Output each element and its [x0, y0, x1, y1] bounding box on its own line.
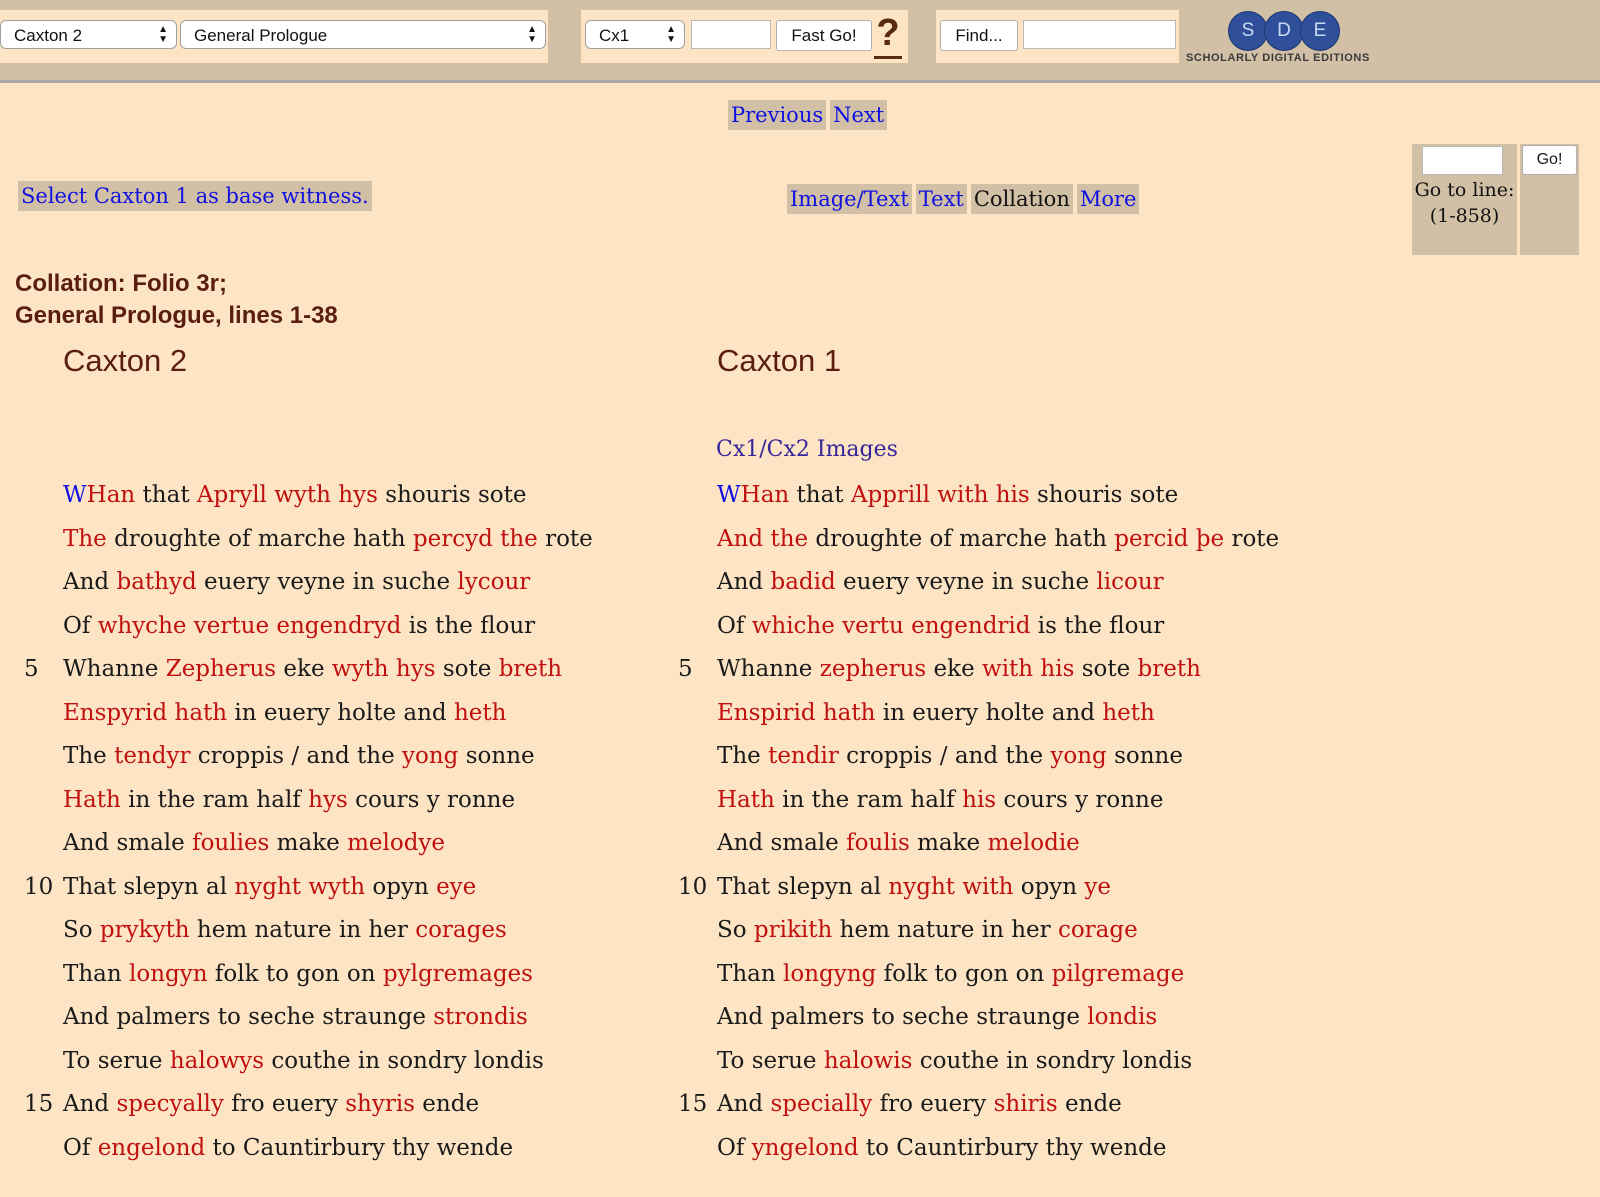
variant-reading: zepherus: [819, 656, 927, 682]
base-text: And palmers to seche straunge: [63, 1004, 434, 1030]
base-text: in euery holte and: [875, 699, 1103, 726]
base-text: shouris sote: [1029, 482, 1179, 508]
variant-reading: corage: [1057, 917, 1138, 943]
variant-reading: Apryll wyth hys: [196, 482, 378, 508]
base-text: cours y ronne: [347, 786, 516, 813]
variant-reading: tendyr: [114, 743, 191, 769]
select-arrows-icon: ▲ ▼: [158, 23, 168, 45]
logo-letter: S: [1228, 11, 1268, 51]
verse-line: [0, 1040, 640, 1084]
verse-line: [654, 953, 1294, 997]
variant-reading: hys: [308, 786, 348, 813]
verse-line: [654, 996, 1294, 1040]
find-button[interactable]: Find...: [940, 20, 1018, 51]
variant-reading: halowis: [823, 1047, 913, 1074]
left-witness-title: Caxton 2: [63, 343, 188, 378]
base-text: And smale: [717, 830, 847, 856]
verse-line: [0, 1127, 640, 1171]
variant-reading: prykyth: [99, 917, 190, 943]
page-navigation: [728, 100, 887, 130]
variant-reading: eye: [436, 873, 477, 900]
variant-reading: And the: [717, 525, 809, 552]
variant-reading: strondis: [433, 1004, 528, 1030]
variant-reading: nyght with: [888, 873, 1014, 900]
base-text: is the flour: [401, 612, 536, 639]
base-text: cours y ronne: [996, 786, 1164, 813]
variant-reading: breth: [498, 656, 563, 682]
base-text: croppis / and the: [190, 743, 403, 769]
witness-select[interactable]: [0, 20, 177, 49]
base-text: rote: [1224, 525, 1280, 552]
variant-reading: whyche vertue engendryd: [97, 612, 402, 639]
line-text: [63, 866, 476, 910]
sde-logo-icon: [1228, 11, 1336, 51]
verse-line: [654, 1040, 1294, 1084]
base-text: rote: [537, 525, 593, 552]
sde-logo[interactable]: [1186, 8, 1391, 68]
verse-line: [0, 779, 640, 823]
verse-line: [0, 518, 640, 562]
verse-line: [0, 474, 640, 518]
base-text: opyn: [1013, 873, 1085, 900]
variant-reading: wyth hys: [331, 656, 436, 682]
goto-line-panel: [1412, 144, 1517, 255]
base-text: Of: [717, 1134, 752, 1161]
find-input[interactable]: [1023, 20, 1176, 49]
variant-reading: yong: [402, 743, 459, 769]
find-group: [936, 10, 1179, 63]
previous-link[interactable]: Previous: [728, 100, 826, 130]
verse-line: [654, 1083, 1294, 1127]
base-text: euery veyne in suche: [196, 569, 458, 595]
verse-line: [0, 561, 640, 605]
base-text: The: [717, 743, 769, 769]
fast-go-input[interactable]: [691, 20, 771, 49]
variant-reading: heth: [1102, 699, 1155, 726]
base-text: droughte of marche hath: [106, 525, 413, 552]
variant-reading: badid: [770, 569, 836, 595]
variant-reading: foulies: [192, 830, 270, 856]
goto-line-label: Go to line:: [1414, 179, 1515, 201]
goto-line-input[interactable]: [1422, 146, 1503, 175]
initial-letter: W: [63, 482, 87, 508]
sigil-select-value: Cx1: [599, 26, 630, 45]
verse-line: [654, 474, 1294, 518]
line-text: [717, 561, 1164, 605]
verse-line: [654, 692, 1294, 736]
section-select[interactable]: [180, 20, 546, 49]
base-text: in euery holte and: [227, 699, 454, 726]
verse-line: [654, 735, 1294, 779]
variant-reading: pylgremages: [382, 960, 533, 987]
base-text: To serue: [717, 1047, 824, 1074]
select-arrows-icon: ▲ ▼: [666, 23, 676, 45]
variant-reading: shiris: [993, 1091, 1058, 1117]
line-text: [717, 953, 1184, 997]
base-text: hem nature in her: [832, 917, 1058, 943]
base-text: to Cauntirbury thy wende: [858, 1134, 1167, 1161]
base-text: That slepyn al: [63, 873, 235, 900]
verse-line: [654, 561, 1294, 605]
base-text: make: [909, 830, 988, 856]
line-text: [717, 909, 1138, 953]
line-text: [63, 779, 515, 823]
tab-collation: Collation: [971, 184, 1073, 214]
base-text: Whanne: [63, 656, 166, 682]
variant-reading: bathyd: [116, 569, 197, 595]
base-text: sonne: [1106, 743, 1183, 769]
base-text: ende: [1057, 1091, 1122, 1117]
base-text: folk to gon on: [876, 960, 1052, 987]
line-text: [63, 735, 535, 779]
verse-line: [654, 822, 1294, 866]
verse-line: [0, 735, 640, 779]
line-text: [717, 474, 1178, 518]
variant-reading: breth: [1137, 656, 1201, 682]
images-link[interactable]: Cx1/Cx2 Images: [716, 437, 898, 462]
line-text: [717, 518, 1279, 562]
verse-line: [0, 1083, 640, 1127]
base-text: hem nature in her: [189, 917, 416, 943]
base-text: euery veyne in suche: [835, 569, 1097, 595]
verse-line: [0, 996, 640, 1040]
base-text: Of: [63, 1134, 98, 1161]
variant-reading: The: [63, 525, 107, 552]
base-text: droughte of marche hath: [808, 525, 1115, 552]
variant-reading: melodye: [347, 830, 446, 856]
base-text: So: [717, 917, 754, 943]
verse-line: [654, 779, 1294, 823]
base-text: couthe in sondry londis: [264, 1047, 544, 1074]
base-text: that: [135, 482, 197, 508]
variant-reading: prikith: [753, 917, 833, 943]
variant-reading: engelond: [97, 1134, 206, 1161]
base-text: And palmers to seche straunge: [717, 1004, 1088, 1030]
verse-line: [0, 648, 640, 692]
line-text: [717, 605, 1164, 649]
verse-line: [0, 866, 640, 910]
goto-button-panel: [1520, 144, 1579, 255]
line-text: [717, 1127, 1166, 1171]
goto-line-range: (1-858): [1429, 205, 1500, 227]
base-text: croppis / and the: [838, 743, 1051, 769]
base-text: And: [63, 569, 117, 595]
verse-line: [654, 605, 1294, 649]
variant-reading: whiche vertu engendrid: [751, 612, 1031, 639]
line-text: [63, 692, 506, 736]
navigation-group: [0, 10, 548, 63]
collation-lines-heading: General Prologue, lines 1-38: [15, 302, 338, 329]
variant-reading: nyght wyth: [234, 873, 366, 900]
verse-line: [0, 822, 640, 866]
variant-reading: longyn: [129, 960, 208, 987]
tab-more[interactable]: More: [1077, 184, 1140, 214]
verse-line: [0, 605, 640, 649]
base-text: Of: [717, 612, 752, 639]
line-text: [63, 909, 507, 953]
base-text: opyn: [365, 873, 437, 900]
logo-letter: D: [1264, 11, 1304, 51]
base-text: make: [269, 830, 348, 856]
tab-text[interactable]: Text: [916, 184, 967, 214]
variant-reading: corages: [415, 917, 507, 943]
base-text: eke: [926, 656, 983, 682]
base-text: that: [789, 482, 851, 508]
base-text: is the flour: [1030, 612, 1165, 639]
line-text: [717, 1040, 1192, 1084]
base-text: And: [717, 569, 771, 595]
toolbar: [0, 0, 1600, 83]
variant-reading: ye: [1084, 873, 1112, 900]
line-text: [63, 996, 528, 1040]
verse-line: [0, 909, 640, 953]
verse-line: [654, 866, 1294, 910]
witness-select-value: Caxton 2: [14, 26, 83, 45]
base-text: ende: [414, 1091, 480, 1117]
base-text: eke: [276, 656, 332, 682]
line-number: 15: [24, 1091, 54, 1117]
fast-go-group: [581, 10, 908, 63]
next-link[interactable]: Next: [830, 100, 887, 130]
line-text: [717, 735, 1183, 779]
line-text: [717, 866, 1111, 910]
base-text: Than: [63, 960, 129, 987]
goto-go-button[interactable]: Go!: [1522, 145, 1577, 175]
base-text: sonne: [458, 743, 535, 769]
line-number: 5: [678, 656, 693, 682]
right-witness-text: [654, 474, 1294, 1170]
line-text: [717, 692, 1155, 736]
verse-line: [0, 692, 640, 736]
variant-reading: his: [962, 786, 997, 813]
line-number: 5: [24, 656, 39, 682]
initial-letter: W: [717, 482, 741, 508]
line-text: [63, 648, 562, 692]
help-icon[interactable]: ?: [874, 14, 902, 59]
base-text: couthe in sondry londis: [912, 1047, 1193, 1074]
base-text: The: [63, 743, 115, 769]
variant-reading: percid þe: [1114, 525, 1225, 552]
right-witness-title: Caxton 1: [717, 343, 842, 378]
line-text: [717, 996, 1157, 1040]
view-tabs: [787, 184, 1139, 214]
line-text: [717, 779, 1163, 823]
variant-reading: halowys: [169, 1047, 265, 1074]
variant-reading: lycour: [457, 569, 531, 595]
variant-reading: Enspyrid hath: [63, 699, 228, 726]
line-text: [63, 1083, 479, 1127]
base-text: And: [717, 1091, 771, 1117]
line-text: [63, 474, 526, 518]
variant-reading: percyd the: [412, 525, 538, 552]
line-text: [63, 561, 530, 605]
variant-reading: Han: [86, 482, 136, 508]
base-text: fro euery: [223, 1091, 346, 1117]
base-text: folk to gon on: [207, 960, 383, 987]
line-text: [717, 648, 1201, 692]
variant-reading: heth: [453, 699, 507, 726]
select-base-witness-link[interactable]: Select Caxton 1 as base witness.: [18, 181, 372, 211]
line-text: [717, 1083, 1122, 1127]
base-text: Of: [63, 612, 98, 639]
variant-reading: Hath: [717, 786, 775, 813]
tab-image-text[interactable]: Image/Text: [787, 184, 912, 214]
base-text: Than: [717, 960, 783, 987]
verse-line: [654, 909, 1294, 953]
base-text: To serue: [63, 1047, 170, 1074]
fast-go-button[interactable]: Fast Go!: [776, 20, 872, 51]
base-text: in the ram half: [774, 786, 963, 813]
base-text: And smale: [63, 830, 193, 856]
variant-reading: with his: [982, 656, 1075, 682]
variant-reading: londis: [1087, 1004, 1158, 1030]
variant-reading: yngelond: [751, 1134, 859, 1161]
line-number: 15: [678, 1091, 708, 1117]
line-text: [63, 1127, 513, 1171]
base-text: to Cauntirbury thy wende: [205, 1134, 514, 1161]
variant-reading: foulis: [846, 830, 910, 856]
left-witness-text: [0, 474, 640, 1170]
variant-reading: longyng: [783, 960, 877, 987]
variant-reading: tendir: [768, 743, 839, 769]
section-select-value: General Prologue: [194, 26, 328, 45]
line-text: [63, 1040, 544, 1084]
variant-reading: licour: [1096, 569, 1164, 595]
line-text: [63, 822, 445, 866]
variant-reading: specyally: [116, 1091, 224, 1117]
line-text: [717, 822, 1080, 866]
line-text: [63, 518, 593, 562]
base-text: shouris sote: [377, 482, 527, 508]
base-text: That slepyn al: [717, 873, 889, 900]
base-text: And: [63, 1091, 117, 1117]
select-arrows-icon: ▲ ▼: [527, 23, 537, 45]
variant-reading: Han: [740, 482, 790, 508]
verse-line: [654, 648, 1294, 692]
variant-reading: Hath: [63, 786, 121, 813]
variant-reading: Zepherus: [165, 656, 277, 682]
collation-folio-heading: Collation: Folio 3r;: [15, 270, 227, 297]
logo-letter: E: [1300, 11, 1340, 51]
base-text: in the ram half: [120, 786, 309, 813]
base-text: So: [63, 917, 100, 943]
page-title: [15, 268, 615, 332]
variant-reading: pilgremage: [1051, 960, 1185, 987]
sigil-select[interactable]: [585, 20, 685, 49]
variant-reading: Apprill with his: [850, 482, 1030, 508]
variant-reading: Enspirid hath: [717, 699, 876, 726]
logo-text: SCHOLARLY DIGITAL EDITIONS: [1186, 52, 1370, 64]
variant-reading: shyris: [345, 1091, 415, 1117]
base-text: fro euery: [872, 1091, 994, 1117]
verse-line: [0, 953, 640, 997]
variant-reading: melodie: [987, 830, 1080, 856]
line-number: 10: [678, 873, 708, 900]
base-text: Whanne: [717, 656, 820, 682]
line-text: [63, 605, 535, 649]
line-number: 10: [24, 873, 54, 900]
verse-line: [654, 1127, 1294, 1171]
line-text: [63, 953, 533, 997]
variant-reading: specially: [770, 1091, 873, 1117]
base-text: sote: [435, 656, 499, 682]
variant-reading: yong: [1050, 743, 1107, 769]
verse-line: [654, 518, 1294, 562]
base-text: sote: [1074, 656, 1138, 682]
